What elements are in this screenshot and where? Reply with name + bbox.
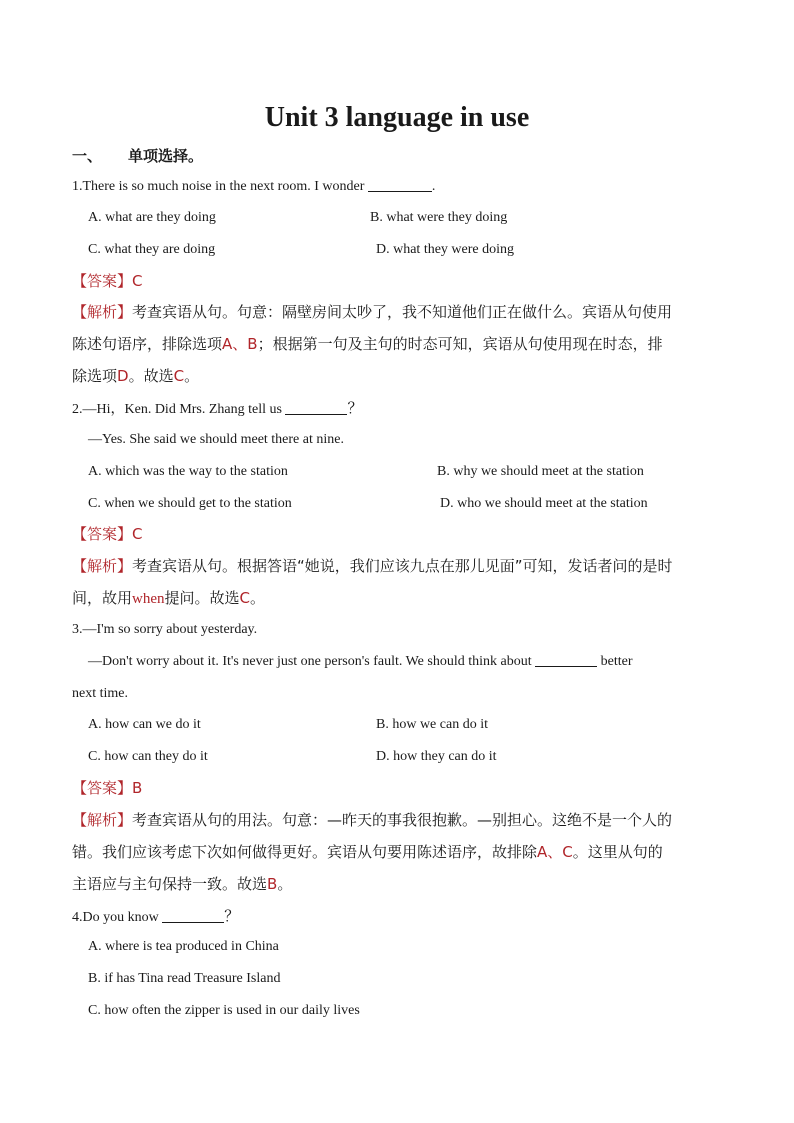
question-1-stem — [72, 177, 435, 197]
question-2-end: ？ — [347, 399, 363, 417]
analysis-option-ref: C — [239, 589, 251, 607]
section-label: 单项选择。 — [128, 147, 204, 165]
q2-option-b: B. why we should meet at the station — [437, 464, 644, 479]
q3-option-d: D. how they can do it — [376, 749, 497, 764]
question-3-stem: 3.—I'm so sorry about yesterday. — [72, 622, 258, 637]
question-4-text: 4.Do you know — [72, 910, 159, 925]
q3-option-c: C. how can they do it — [88, 749, 208, 764]
q2-reply: —Yes. She said we should meet there at nine. — [88, 432, 344, 447]
analysis-text: 除选项 — [72, 367, 118, 385]
section-number: 一、 — [72, 147, 103, 165]
q1-option-b: B. what were they doing — [370, 210, 508, 225]
answer-value: C — [132, 272, 143, 290]
q3-reply-continued: next time. — [72, 686, 128, 701]
analysis-text: 提问。故选 — [164, 589, 240, 607]
answer-value: B — [132, 779, 143, 797]
q3-reply-text: better — [600, 654, 633, 669]
q2-option-d: D. who we should meet at the station — [440, 496, 648, 511]
question-1-end: . — [431, 179, 436, 194]
question-2-text: 2.—Hi，Ken. Did Mrs. Zhang tell us — [72, 402, 282, 417]
analysis-option-ref: D — [117, 367, 129, 385]
q3-option-a: A. how can we do it — [88, 717, 201, 732]
analysis-text: 考查宾语从句。根据答语“她说，我们应该九点在那儿见面”可知，发话者问的是时 — [132, 557, 673, 575]
answer-label: 【答案】 — [72, 525, 133, 543]
q3-answer — [72, 778, 142, 798]
q1-option-a: A. what are they doing — [88, 210, 216, 225]
answer-blank — [535, 652, 597, 667]
analysis-text: 考查宾语从句。句意：隔壁房间太吵了，我不知道他们正在做什么。宾语从句使用 — [132, 303, 673, 321]
question-4-end: ？ — [224, 907, 240, 925]
page-title: Unit 3 language in use — [264, 102, 530, 133]
section-heading — [72, 146, 203, 168]
analysis-keyword: when — [132, 591, 165, 607]
q3-analysis-line-2 — [72, 842, 663, 862]
q2-option-a: A. which was the way to the station — [88, 464, 288, 479]
analysis-option-ref: A、B — [222, 335, 258, 353]
q2-option-c: C. when we should get to the station — [88, 496, 292, 511]
analysis-label: 【解析】 — [72, 557, 133, 575]
q1-analysis-line-1 — [72, 302, 672, 322]
analysis-option-ref: B — [267, 875, 278, 893]
analysis-text: ；根据第一句及主句的时态可知，宾语从句使用现在时态，排 — [257, 335, 663, 353]
question-4-stem — [72, 906, 239, 928]
q4-option-c: C. how often the zipper is used in our daily lives — [88, 1003, 360, 1018]
analysis-text: 考查宾语从句的用法。句意：—昨天的事我很抱歉。—别担心。这绝不是一个人的 — [132, 811, 673, 829]
question-2-stem — [72, 398, 363, 420]
analysis-text: 。 — [184, 367, 200, 385]
q4-option-b: B. if has Tina read Treasure Island — [88, 971, 281, 986]
q1-option-c: C. what they are doing — [88, 242, 216, 257]
q2-analysis-line-2 — [72, 588, 265, 609]
answer-label: 【答案】 — [72, 272, 133, 290]
q1-answer — [72, 271, 143, 291]
analysis-label: 【解析】 — [72, 303, 133, 321]
analysis-text: 。故选 — [128, 367, 174, 385]
q1-analysis-line-3 — [72, 366, 199, 386]
question-1-text: 1.There is so much noise in the next room. I wonder — [72, 179, 365, 194]
q1-analysis-line-2 — [72, 334, 663, 354]
analysis-option-ref: A、C — [537, 843, 573, 861]
analysis-text: 主语应与主句保持一致。故选 — [72, 875, 268, 893]
q3-analysis-line-1 — [72, 810, 672, 830]
q2-analysis-line-1 — [72, 556, 673, 576]
analysis-option-ref: C — [173, 367, 185, 385]
q3-reply — [88, 652, 633, 672]
q1-option-d: D. what they were doing — [376, 242, 515, 257]
q4-option-a: A. where is tea produced in China — [88, 939, 279, 954]
analysis-text: 错。我们应该考虑下次如何做得更好。宾语从句要用陈述语序，故排除 — [72, 843, 538, 861]
answer-blank — [285, 400, 347, 415]
answer-value: C — [132, 525, 143, 543]
analysis-text: 。 — [250, 589, 266, 607]
analysis-text: 陈述句语序，排除选项 — [72, 335, 223, 353]
analysis-label: 【解析】 — [72, 811, 133, 829]
answer-label: 【答案】 — [72, 779, 133, 797]
q3-option-b: B. how we can do it — [376, 717, 488, 732]
q3-analysis-line-3 — [72, 874, 292, 894]
analysis-text: 间，故用 — [72, 589, 133, 607]
answer-blank — [368, 177, 432, 192]
analysis-text: 。这里从句的 — [572, 843, 663, 861]
analysis-text: 。 — [277, 875, 293, 893]
answer-blank — [162, 908, 224, 923]
q2-answer — [72, 524, 143, 544]
q3-reply-text: —Don't worry about it. It's never just one person's fault. We should think about — [88, 654, 532, 669]
